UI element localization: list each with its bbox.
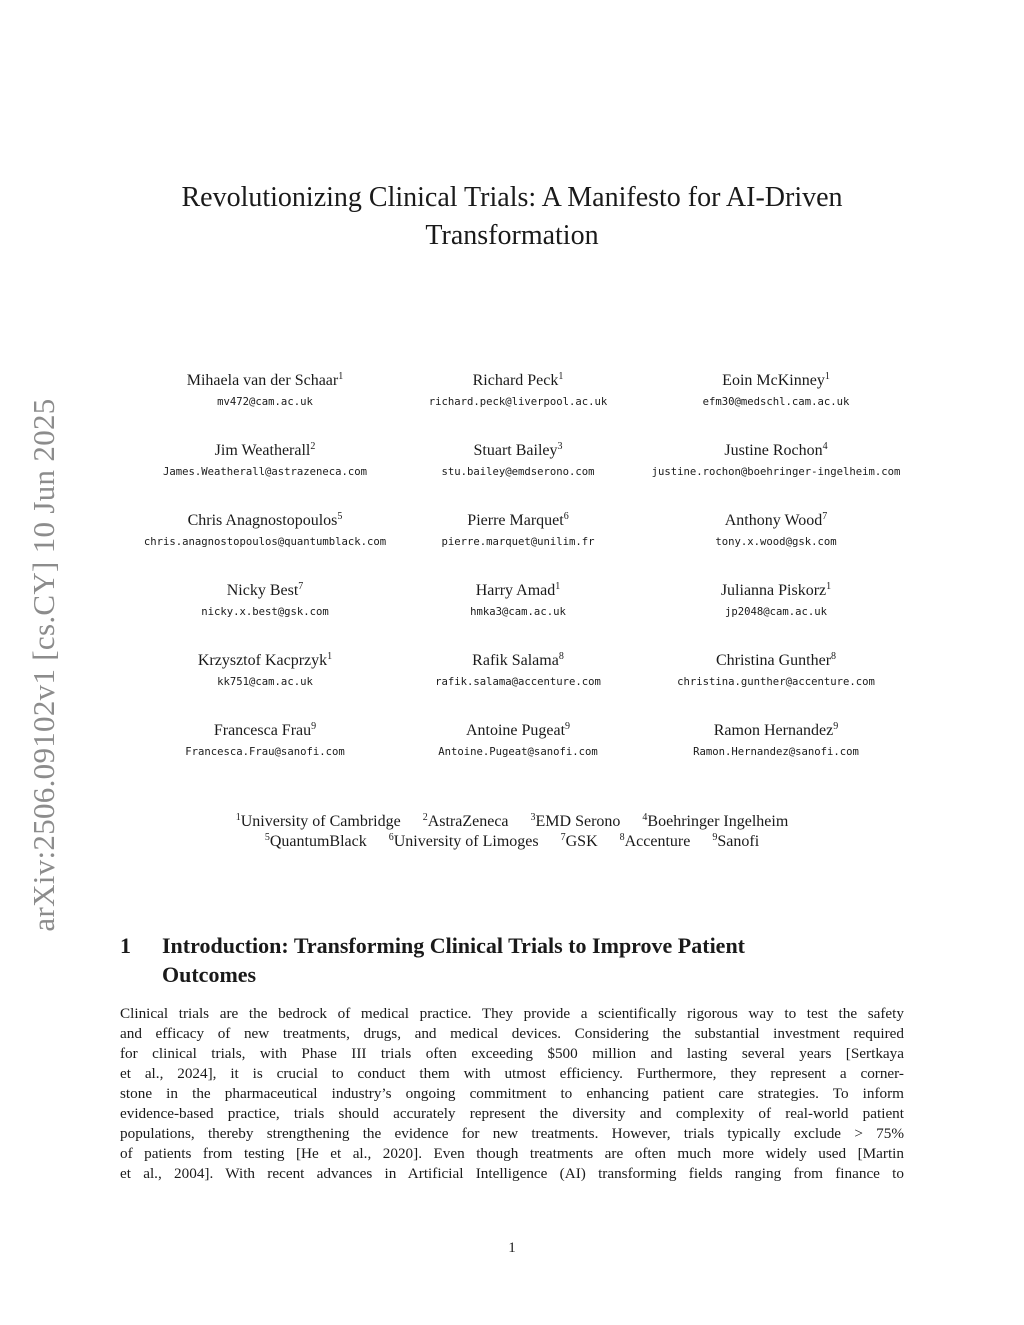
author-name: Rafik Salama$^8$ [472, 651, 564, 669]
author-name: Jim Weatherall$^2$ [214, 441, 316, 459]
author-email: richard.peck@liverpool.ac.uk [428, 396, 608, 408]
author-email: Francesca.Frau@sanofi.com [185, 746, 345, 758]
author-email: James.Weatherall@astrazeneca.com [162, 466, 368, 478]
affiliation-marker: 4 [822, 441, 828, 452]
author-email: Ramon.Hernandez@sanofi.com [693, 746, 859, 758]
author-block [368, 441, 668, 480]
author-block [368, 651, 668, 690]
author-name: Harry Amad$^1$ [475, 581, 561, 599]
author-name: Christina Gunther$^8$ [715, 651, 837, 669]
paper-title [150, 179, 874, 255]
title-line: Revolutionizing Clinical Trials: A Manifesto for AI-Driven [181, 182, 843, 213]
author-block [626, 511, 926, 550]
author-email: efm30@medschl.cam.ac.uk [702, 396, 850, 408]
affiliation-marker: 3 [557, 441, 563, 452]
affiliation-marker: 7 [298, 581, 304, 592]
affiliation: $^2$AstraZeneca [422, 812, 509, 830]
paragraph-line: populations, thereby strengthening the evidence for new treatments. However, trials typically exclude > 75% [120, 1125, 904, 1142]
author-name: Pierre Marquet$^6$ [467, 511, 569, 529]
author-name: Stuart Bailey$^3$ [473, 441, 563, 459]
intro-paragraph [120, 1004, 904, 1184]
paragraph-line: stone in the pharmaceutical industry’s ongoing commitment to enhancing patient care strategies. To inform [120, 1085, 904, 1102]
author-block [368, 371, 668, 410]
paragraph-line: et al., 2004]. With recent advances in Artificial Intelligence (AI) transforming fields ranging from finance to [120, 1165, 904, 1182]
affiliations-line [120, 832, 904, 852]
section-title: Introduction: Transforming Clinical Trials to Improve Patient Outcomes [162, 933, 746, 987]
author-name: Richard Peck$^1$ [472, 371, 564, 389]
author-name: Francesca Frau$^9$ [213, 721, 317, 739]
affiliation: $^9$Sanofi [712, 832, 760, 850]
paragraph-line: and efficacy of new treatments, drugs, and medical devices. Considering the substantial investment required [120, 1025, 904, 1042]
author-name: Mihaela van der Schaar$^1$ [186, 371, 344, 389]
author-email: Antoine.Pugeat@sanofi.com [438, 746, 598, 758]
author-email: jp2048@cam.ac.uk [724, 606, 828, 618]
section-number: 1 [120, 933, 131, 958]
author-email: chris.anagnostopoulos@quantumblack.com [143, 536, 387, 548]
author-block [368, 511, 668, 550]
affiliation-marker: 9 [833, 721, 839, 732]
author-name: Julianna Piskorz$^1$ [720, 581, 832, 599]
author-block [368, 721, 668, 760]
author-email: nicky.x.best@gsk.com [201, 606, 329, 618]
author-email: hmka3@cam.ac.uk [470, 606, 566, 618]
affiliation-marker: 5 [337, 511, 343, 522]
affiliation-marker: 9 [311, 721, 317, 732]
affiliations [120, 812, 904, 852]
author-block [368, 581, 668, 620]
affiliation: $^5$QuantumBlack [264, 832, 367, 850]
affiliation: $^8$Accenture [619, 832, 691, 850]
affiliation-marker: 9 [565, 721, 571, 732]
author-block [626, 581, 926, 620]
page-number: 1 [508, 1240, 516, 1256]
arxiv-identifier: arXiv:2506.09102v1 [cs.CY] 10 Jun 2025 [26, 398, 61, 932]
author-email: rafik.salama@accenture.com [435, 676, 601, 688]
author-email: stu.bailey@emdserono.com [441, 466, 595, 478]
affiliation-marker: 1 [826, 581, 832, 592]
section-heading [120, 931, 904, 989]
paragraph-line: et al., 2024], it is crucial to conduct them with utmost efficiency. Furthermore, they represent a corner- [120, 1065, 904, 1082]
author-email: christina.gunther@accenture.com [677, 676, 875, 688]
author-name: Justine Rochon$^4$ [724, 441, 828, 459]
affiliation-marker: 1 [555, 581, 561, 592]
affiliation: $^1$University of Cambridge [235, 812, 401, 830]
author-name: Eoin McKinney$^1$ [722, 371, 830, 389]
author-name: Antoine Pugeat$^9$ [465, 721, 571, 739]
affiliation-marker: 6 [563, 511, 569, 522]
affiliation-marker: 8 [831, 651, 837, 662]
author-name: Anthony Wood$^7$ [724, 511, 828, 529]
affiliation: $^7$GSK [560, 832, 598, 850]
author-block [626, 441, 926, 480]
author-email: tony.x.wood@gsk.com [715, 536, 837, 548]
author-name: Chris Anagnostopoulos$^5$ [187, 511, 343, 529]
affiliation: $^6$University of Limoges [388, 832, 539, 850]
author-name: Krzysztof Kacprzyk$^1$ [197, 651, 333, 669]
affiliation-marker: 2 [310, 441, 316, 452]
affiliation-marker: 1 [558, 371, 564, 382]
author-name: Nicky Best$^7$ [226, 581, 304, 599]
author-email: justine.rochon@boehringer-ingelheim.com [651, 466, 901, 478]
author-block [626, 721, 926, 760]
affiliations-line [120, 812, 904, 832]
author-email: mv472@cam.ac.uk [217, 396, 313, 408]
affiliation-marker: 1 [338, 371, 344, 382]
author-email: pierre.marquet@unilim.fr [441, 536, 595, 548]
title-line: Transformation [425, 220, 599, 251]
paragraph-line: of patients from testing [He et al., 2020]. Even though treatments are often much more widely used [Martin [120, 1145, 904, 1162]
paragraph-line: Clinical trials are the bedrock of medical practice. They provide a scientifically rigorous way to test the safety [120, 1005, 904, 1022]
author-block [626, 371, 926, 410]
affiliation-marker: 1 [327, 651, 333, 662]
author-email: kk751@cam.ac.uk [217, 676, 313, 688]
affiliation-marker: 1 [824, 371, 830, 382]
affiliation-marker: 7 [822, 511, 828, 522]
paragraph-line: evidence-based practice, trials should accurately represent the diversity and complexity of real-world patient [120, 1105, 904, 1122]
author-name: Ramon Hernandez$^9$ [713, 721, 839, 739]
affiliation-marker: 8 [558, 651, 564, 662]
paragraph-line: for clinical trials, with Phase III trials often exceeding $500 million and lasting several years [Sertkaya [120, 1045, 904, 1062]
affiliation: $^4$Boehringer Ingelheim [642, 812, 789, 830]
author-block [626, 651, 926, 690]
affiliation: $^3$EMD Serono [530, 812, 621, 830]
